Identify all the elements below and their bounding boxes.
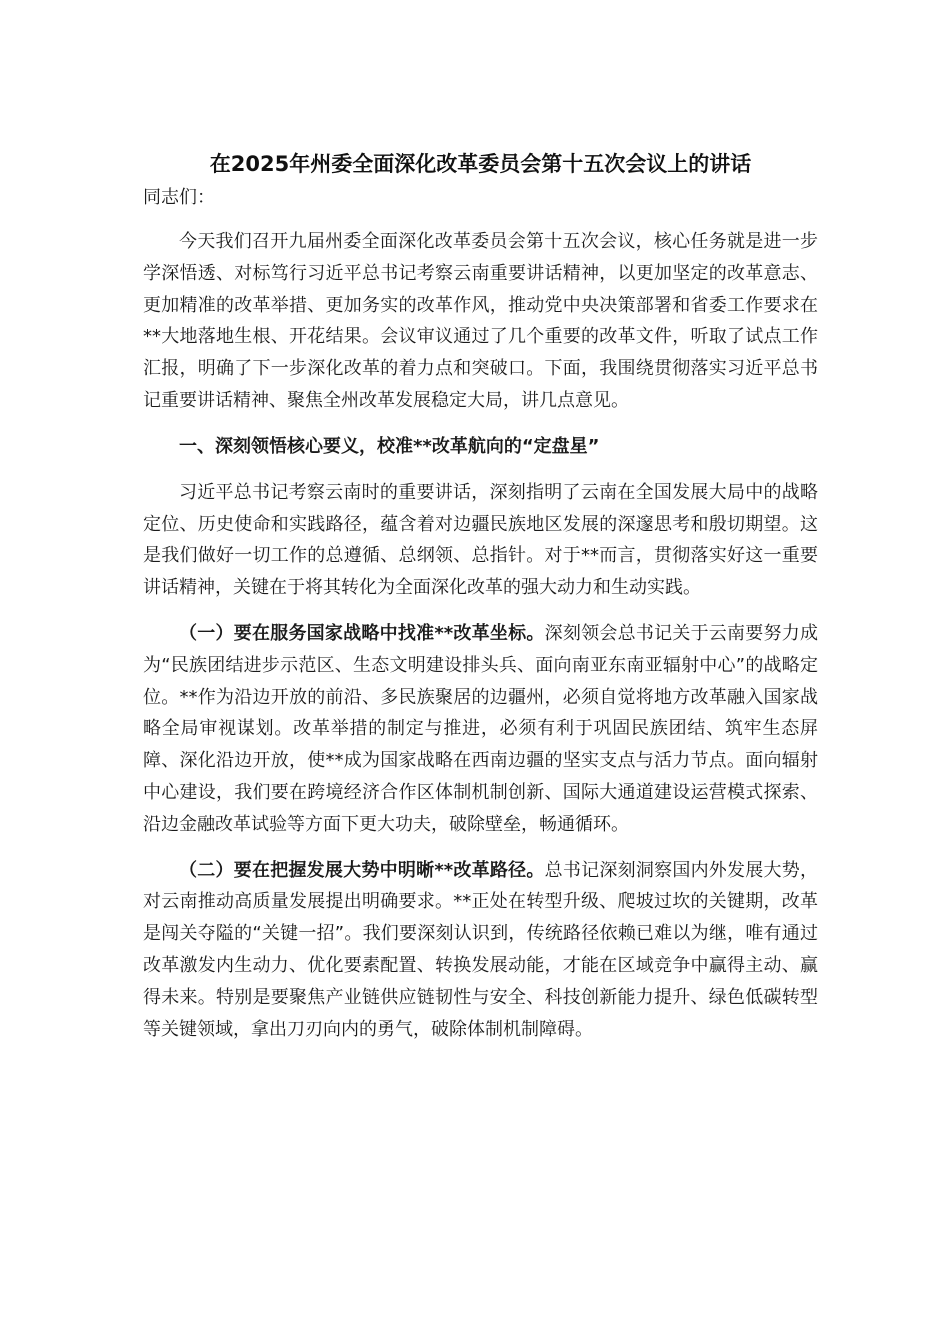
point-2-lead: （二）要在把握发展大势中明晰**改革路径。: [179, 859, 545, 881]
spacer: [143, 604, 818, 618]
spacer: [143, 463, 818, 477]
spacer: [143, 841, 818, 855]
intro-paragraph: 今天我们召开九届州委全面深化改革委员会第十五次会议，核心任务就是进一步学深悟透、对标笃行习近平总书记考察云南重要讲话精神，以更加坚定的改革意志、更加精准的改革举措、更加务实的改革作风，推动党中央决策部署和省委工作要求在**大地落地生根、开花结果。会议审议通过了几个重要的改革文件，听取了试点工作汇报，明确了下一步深化改革的着力点和突破口。下面，我围绕贯彻落实习近平总书记重要讲话精神、聚焦全州改革发展稳定大局，讲几点意见。: [143, 231, 818, 411]
page-title: 在2025年州委全面深化改革委员会第十五次会议上的讲话: [209, 152, 752, 176]
point-2-paragraph: [143, 855, 818, 1046]
document-body: [143, 146, 818, 1045]
section-1-paragraph: 习近平总书记考察云南时的重要讲话，深刻指明了云南在全国发展大局中的战略定位、历史使命和实践路径，蕴含着对边疆民族地区发展的深邃思考和殷切期望。这是我们做好一切工作的总遵循、总纲领、总指针。对于**而言，贯彻落实好这一重要讲话精神，关键在于将其转化为全面深化改革的强大动力和生动实践。: [143, 481, 818, 599]
spacer: [143, 214, 818, 226]
point-1-lead: （一）要在服务国家战略中找准**改革坐标。: [179, 622, 545, 644]
section-heading-1: 一、深刻领悟核心要义，校准**改革航向的“定盘星”: [179, 435, 600, 457]
salutation: 同志们：: [143, 187, 215, 208]
point-1-paragraph: [143, 618, 818, 841]
point-1-body: 深刻领会总书记关于云南要努力成为“民族团结进步示范区、生态文明建设排头兵、面向南亚东南亚辐射中心”的战略定位。**作为沿边开放的前沿、多民族聚居的边疆州，必须自觉将地方改革融入国家战略全局审视谋划。改革举措的制定与推进，必须有利于巩固民族团结、筑牢生态屏障、深化沿边开放，使**成为国家战略在西南边疆的坚实支点与活力节点。面向辐射中心建设，我们要在跨境经济合作区体制机制创新、国际大通道建设运营模式探索、沿边金融改革试验等方面下更大功夫，破除壁垒，畅通循环。: [143, 622, 819, 835]
point-2-body: 总书记深刻洞察国内外发展大势，对云南推动高质量发展提出明确要求。**正处在转型升级、爬坡过坎的关键期，改革是闯关夺隘的“关键一招”。我们要深刻认识到，传统路径依赖已难以为继，唯有通过改革激发内生动力、优化要素配置、转换发展动能，才能在区域竞争中赢得主动、赢得未来。特别是要聚焦产业链供应链韧性与安全、科技创新能力提升、绿色低碳转型等关键领域，拿出刀刃向内的勇气，破除体制机制障碍。: [143, 859, 819, 1040]
spacer: [143, 417, 818, 431]
